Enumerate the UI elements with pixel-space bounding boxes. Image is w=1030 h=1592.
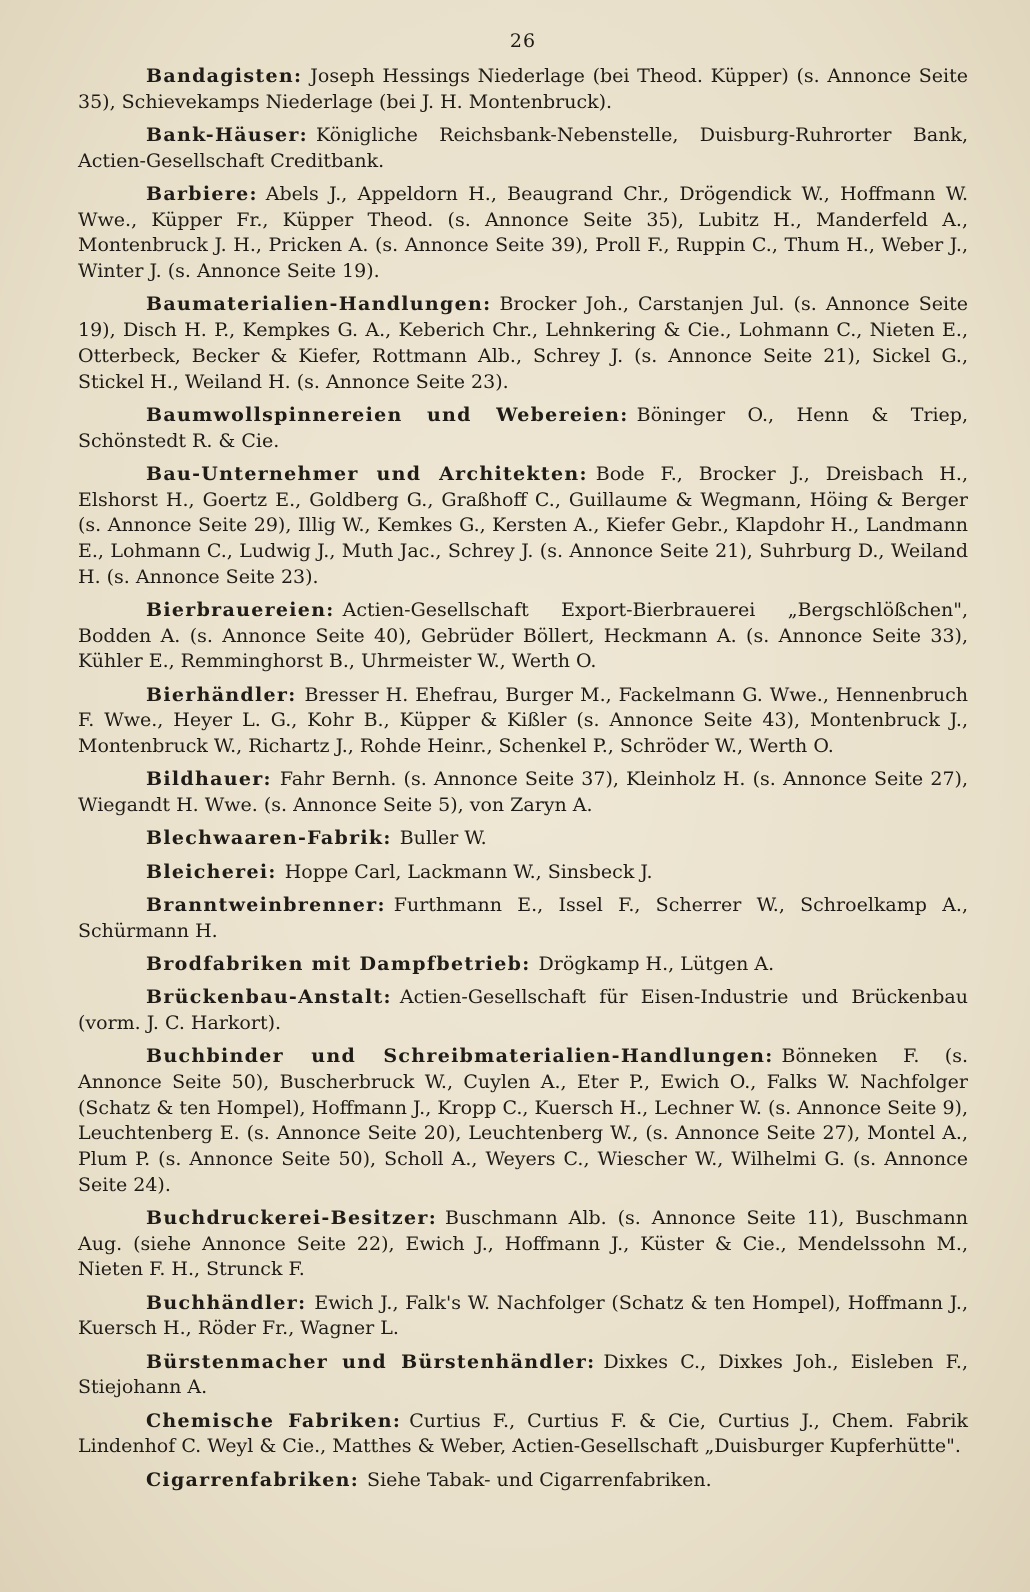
entry-heading: Bildhauer: <box>146 768 272 791</box>
entry-text: Actien-Gesellschaft Export-Bierbrauerei „Bergschlößchen", Bodden A. (s. Annonce Seite 40), Gebrüder Böllert, Heckmann A. (s. Annonce Seite 33), Kühler E., Remminghorst B., Uhrmeister W., Werth O. <box>78 598 968 673</box>
entry-heading: Bleicherei: <box>146 860 277 883</box>
directory-entry <box>78 1044 968 1198</box>
entry-heading: Bürstenmacher und Bürstenhändler: <box>146 1350 596 1373</box>
entry-heading: Bierhändler: <box>146 683 297 706</box>
page-number: 26 <box>509 30 537 52</box>
entry-text: Königliche Reichsbank-Nebenstelle, Duisburg-Ruhrorter Bank, Actien-Gesellschaft Creditbank. <box>78 124 968 172</box>
entry-text: Hoppe Carl, Lackmann W., Sinsbeck J. <box>284 860 653 883</box>
directory-entry <box>78 893 968 944</box>
directory-entry <box>78 1409 968 1460</box>
entry-heading: Buchhändler: <box>146 1291 307 1314</box>
entry-text: Böninger O., Henn & Triep, Schönstedt R. & Cie. <box>78 403 968 452</box>
directory-entry <box>78 123 968 174</box>
directory-entry <box>78 64 968 115</box>
entry-text: Curtius F., Curtius F. & Cie, Curtius J., Chem. Fabrik Lindenhof C. Weyl & Cie., Matthes & Weber, Actien-Gesellschaft „Duisburger Kupferhütte". <box>78 1409 968 1458</box>
entry-heading: Bau-Unternehmer und Architekten: <box>146 462 588 485</box>
entry-text: Fahr Bernh. (s. Annonce Seite 37), Kleinholz H. (s. Annonce Seite 27), Wiegandt H. Wwe. (s. Annonce Seite 5), von Zaryn A. <box>78 768 968 817</box>
entry-heading: Brückenbau-Anstalt: <box>146 986 392 1009</box>
entry-heading: Barbiere: <box>146 183 258 205</box>
entry-text: Actien-Gesellschaft für Eisen-Industrie und Brückenbau (vorm. J. C. Harkort). <box>78 986 968 1034</box>
entry-heading: Chemische Fabriken: <box>146 1409 402 1432</box>
directory-entry <box>78 826 968 852</box>
directory-entry <box>78 952 968 978</box>
directory-entry <box>78 1468 968 1494</box>
directory-entry <box>78 860 968 886</box>
directory-entry <box>78 1350 968 1401</box>
entry-text: Furthmann E., Issel F., Scherrer W., Schroelkamp A., Schürmann H. <box>78 893 968 942</box>
directory-entry <box>78 1206 968 1283</box>
directory-entry <box>78 683 968 760</box>
entry-heading: Blechwaaren-Fabrik: <box>146 827 392 850</box>
entry-heading: Baumwollspinnereien und Webereien: <box>146 403 629 426</box>
entry-text: Joseph Hessings Niederlage (bei Theod. Küpper) (s. Annonce Seite 35), Schievekamps Niederlage (bei J. H. Montenbruck). <box>78 65 968 113</box>
entry-text: Buller W. <box>399 827 487 850</box>
directory-entry <box>78 403 968 454</box>
entry-text: Abels J., Appeldorn H., Beaugrand Chr., Drögendick W., Hoffmann W. Wwe., Küpper Fr., Küpper Theod. (s. Annonce Seite 35), Lubitz H., Manderfeld A., Montenbruck J. H., Pricken A. (s. Annonce Seite 39), Proll F., Ruppin C., Thum H., Weber J., Winter J. (s. Annonce Seite 19). <box>78 183 968 283</box>
entry-text: Ewich J., Falk's W. Nachfolger (Schatz & ten Hompel), Hoffmann J., Kuersch H., Röder Fr., Wagner L. <box>78 1291 968 1340</box>
directory-entry <box>78 292 968 395</box>
entry-text: Brocker Joh., Carstanjen Jul. (s. Annonce Seite 19), Disch H. P., Kempkes G. A., Keberich Chr., Lehnkering & Cie., Lohmann C., Nieten E., Otterbeck, Becker & Kiefer, Rottmann Alb., Schrey J. (s. Annonce Seite 21), Sickel G., Stickel H., Weiland H. (s. Annonce Seite 23). <box>78 293 968 393</box>
entry-text: Buschmann Alb. (s. Annonce Seite 11), Buschmann Aug. (siehe Annonce Seite 22), Ewich J., Hoffmann J., Küster & Cie., Mendelssohn M., Nieten F. H., Strunck F. <box>78 1207 968 1281</box>
entry-text: Drögkamp H., Lütgen A. <box>538 952 775 975</box>
entry-text: Dixkes C., Dixkes Joh., Eisleben F., Stiejohann A. <box>78 1350 968 1399</box>
entry-text: Bresser H. Ehefrau, Burger M., Fackelmann G. Wwe., Hennenbruch F. Wwe., Heyer L. G., Kohr B., Küpper & Kißler (s. Annonce Seite 43), Montenbruck J., Montenbruck W., Richartz J., Rohde Heinr., Schenkel P., Schröder W., Werth O. <box>78 683 968 758</box>
directory-entry <box>78 462 968 591</box>
entry-heading: Cigarrenfabriken: <box>146 1468 360 1491</box>
entry-heading: Brodfabriken mit Dampfbetrieb: <box>146 952 531 975</box>
directory-entry <box>78 985 968 1036</box>
entry-heading: Buchdruckerei-Besitzer: <box>146 1207 438 1230</box>
entry-text: Siehe Tabak- und Cigarrenfabriken. <box>367 1468 712 1491</box>
entry-heading: Branntweinbrenner: <box>146 893 386 916</box>
entry-heading: Bierbrauereien: <box>146 598 335 621</box>
entry-heading: Bank-Häuser: <box>146 124 308 146</box>
directory-entry <box>78 182 968 285</box>
entry-list <box>78 64 968 1493</box>
entry-text: Bode F., Brocker J., Dreisbach H., Elshorst H., Goertz E., Goldberg G., Graßhoff C., Guillaume & Wegmann, Höing & Berger (s. Annonce Seite 29), Illig W., Kemkes G., Kersten A., Kiefer Gebr., Klapdohr H., Landmann E., Lohmann C., Ludwig J., Muth Jac., Schrey J. (s. Annonce Seite 21), Suhrburg D., Weiland H. (s. Annonce Seite 23). <box>78 462 968 588</box>
entry-heading: Baumaterialien-Handlungen: <box>146 293 492 316</box>
directory-entry <box>78 598 968 675</box>
directory-entry <box>78 1291 968 1342</box>
entry-heading: Buchbinder und Schreibmaterialien-Handlungen: <box>146 1045 774 1068</box>
directory-entry <box>78 767 968 818</box>
entry-text: Bönneken F. (s. Annonce Seite 50), Buscherbruck W., Cuylen A., Eter P., Ewich O., Falks W. Nachfolger (Schatz & ten Hompel), Hoffmann J., Kropp C., Kuersch H., Lechner W. (s. Annonce Seite 9), Leuchtenberg E. (s. Annonce Seite 20), Leuchtenberg W., (s. Annonce Seite 27), Montel A., Plum P. (s. Annonce Seite 50), Scholl A., Weyers C., Wiescher W., Wilhelmi G. (s. Annonce Seite 24). <box>78 1045 968 1196</box>
entry-heading: Bandagisten: <box>146 65 303 87</box>
